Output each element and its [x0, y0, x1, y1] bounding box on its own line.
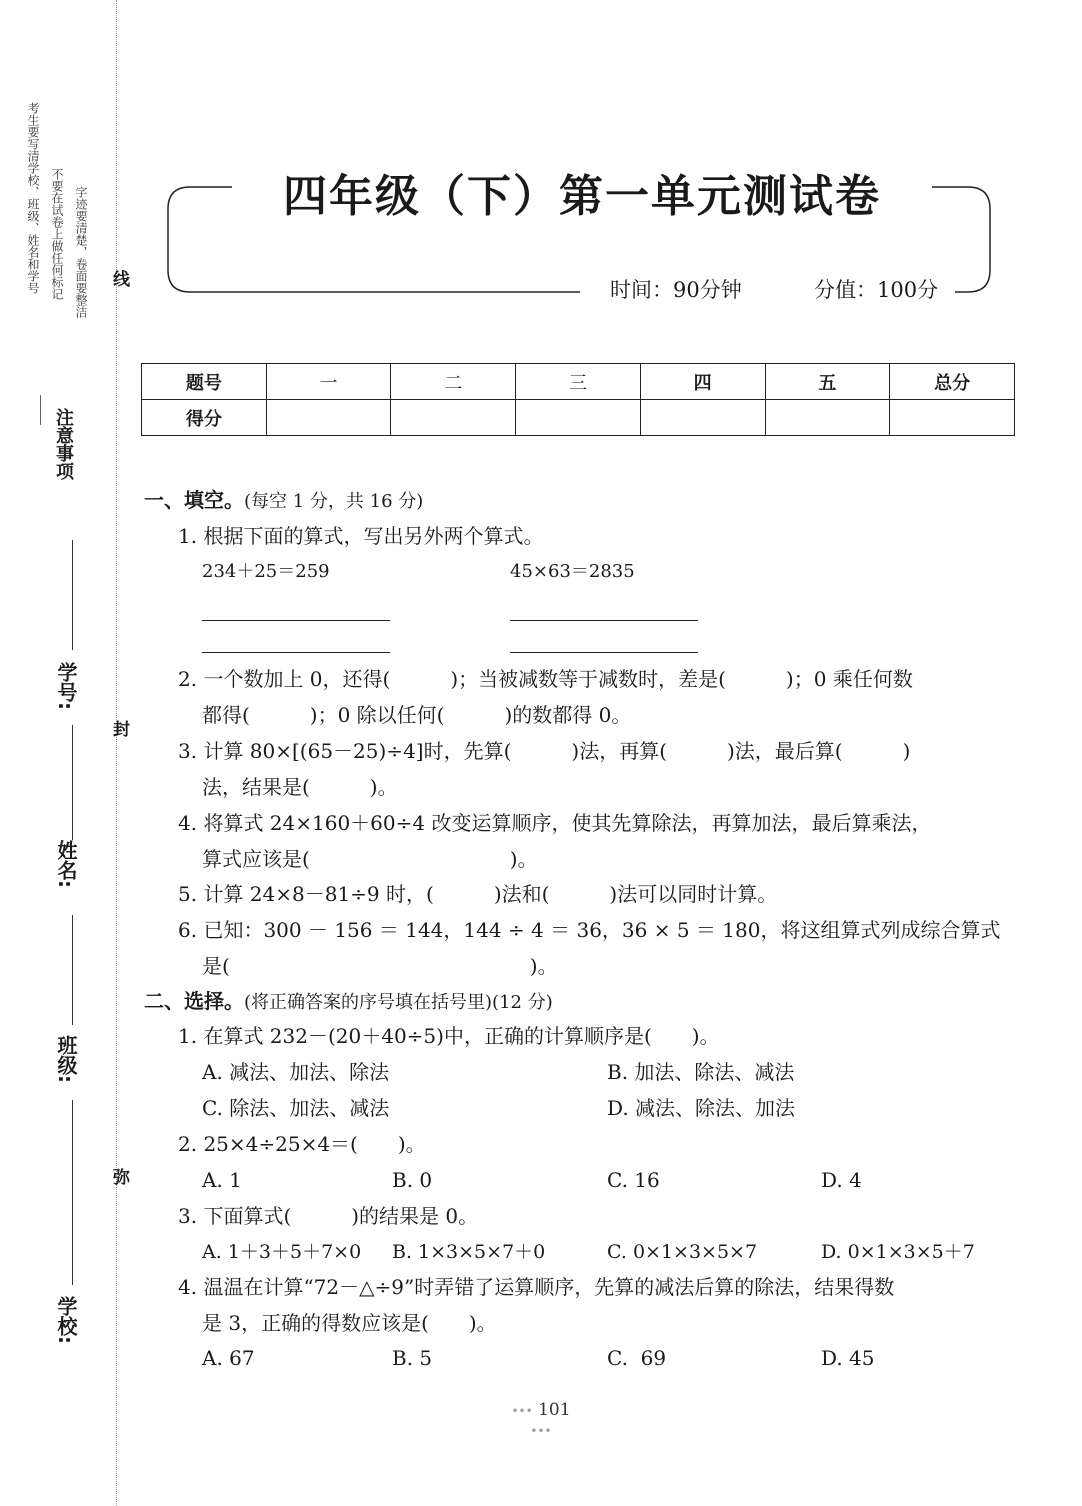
table-cell: 四: [640, 364, 765, 400]
table-cell: 得分: [142, 400, 267, 436]
page-number-value: 101: [538, 1400, 571, 1420]
section2-heading: 二、选择。: [144, 989, 244, 1013]
s2-q4-line2: 是 3，正确的得数应该是( )。: [202, 1311, 497, 1335]
field-label-school: 学校:: [54, 1296, 78, 1344]
section2-title: [144, 987, 553, 1017]
score-table-score-row: [142, 400, 1015, 436]
s1-q1-eq-a: 234＋25＝259: [202, 561, 330, 582]
s1-q4-line2: 算式应该是( )。: [202, 847, 538, 871]
note-bracket: [40, 395, 42, 425]
s2-q4-opt-a: A. 67: [202, 1346, 255, 1370]
s2-q2-opt-a: A. 1: [202, 1168, 242, 1192]
note-line-1: 考生要写清学校、班级、姓名和学号: [26, 102, 40, 294]
field-line-name: [72, 725, 73, 840]
s1-q2-line1: 2. 一个数加上 0，还得( )；当被减数等于减数时，差是( )；0 乘任何数: [178, 667, 913, 691]
section1-title: [144, 486, 423, 516]
s1-q6-line1: 6. 已知：300 － 156 ＝ 144，144 ÷ 4 ＝ 36，36 × 5 ＝ 180，将这组算式列成综合算式: [178, 918, 1001, 942]
score-cell[interactable]: [391, 400, 516, 436]
cut-word-line: 线: [109, 270, 129, 287]
s1-q3-line2: 法，结果是( )。: [202, 775, 398, 799]
s2-q4-opt-d: D. 45: [821, 1346, 875, 1370]
s1-q4-line1: 4. 将算式 24×160＋60÷4 改变运算顺序，使其先算除法，再算加法，最后算乘法，: [178, 811, 932, 835]
table-cell: 总分: [890, 364, 1015, 400]
s1-q3-line1: 3. 计算 80×[(65－25)÷4]时，先算( )法，再算( )法，最后算( ): [178, 739, 911, 763]
s1-q6-line2: 是( )。: [202, 954, 558, 978]
s1-q1: 1. 根据下面的算式，写出另外两个算式。: [178, 524, 544, 548]
answer-line[interactable]: [510, 652, 698, 653]
s2-q4-opt-b: B. 5: [392, 1346, 433, 1370]
note-line-3: 字迹要清楚，卷面要整洁: [74, 186, 88, 318]
score-cell[interactable]: [266, 400, 391, 436]
section1-note: (每空 1 分，共 16 分): [244, 491, 424, 512]
field-line-number: [72, 540, 73, 650]
s2-q2-opt-d: D. 4: [821, 1168, 862, 1192]
field-label-number: 学号:: [54, 662, 78, 710]
page-title: 四年级（下）第一单元测试卷: [232, 160, 932, 224]
note-line-2: 不要在试卷上做任何标记: [50, 168, 64, 300]
field-line-school: [72, 1100, 73, 1285]
dots-decoration: •••: [530, 1424, 552, 1438]
s2-q3-opt-d: D. 0×1×3×5＋7: [821, 1241, 975, 1263]
section2-note: (将正确答案的序号填在括号里)(12 分): [244, 992, 553, 1013]
answer-line[interactable]: [202, 652, 390, 653]
table-cell: 二: [391, 364, 516, 400]
s2-q2-opt-c: C. 16: [607, 1168, 660, 1192]
cut-word-close: 弥: [109, 1168, 129, 1185]
s2-q1: 1. 在算式 232－(20＋40÷5)中，正确的计算顺序是( )。: [178, 1024, 720, 1048]
score-cell[interactable]: [516, 400, 641, 436]
exam-time: 时间：90分钟: [604, 274, 748, 304]
s1-q2-line2: 都得( )；0 除以任何( )的数都得 0。: [202, 703, 632, 727]
score-cell[interactable]: [890, 400, 1015, 436]
cut-word-seal: 封: [109, 720, 129, 737]
field-label-name: 姓名:: [54, 840, 78, 888]
section1-heading: 一、填空。: [144, 488, 244, 512]
s2-q1-opt-b: B. 加法、除法、减法: [607, 1060, 795, 1084]
exam-score-value: 分值：100分: [808, 274, 944, 304]
s2-q3-opt-c: C. 0×1×3×5×7: [607, 1241, 758, 1263]
s1-q5: 5. 计算 24×8－81÷9 时，( )法和( )法可以同时计算。: [178, 882, 778, 906]
answer-line[interactable]: [202, 620, 390, 621]
page-number: [500, 1400, 582, 1440]
score-cell[interactable]: [765, 400, 890, 436]
binding-dotted-line: [116, 0, 117, 1506]
s2-q1-opt-a: A. 减法、加法、除法: [202, 1060, 390, 1084]
s2-q4-opt-c: C. 69: [607, 1346, 667, 1370]
s2-q3-opt-a: A. 1＋3＋5＋7×0: [202, 1241, 362, 1263]
table-cell: 三: [516, 364, 641, 400]
s2-q1-opt-d: D. 减法、除法、加法: [607, 1096, 796, 1120]
s2-q2: 2. 25×4÷25×4＝( )。: [178, 1132, 426, 1156]
s2-q2-opt-b: B. 0: [392, 1168, 433, 1192]
s1-q1-eq-b: 45×63＝2835: [510, 561, 635, 582]
table-cell: 一: [266, 364, 391, 400]
s2-q1-opt-c: C. 除法、加法、减法: [202, 1096, 390, 1120]
table-cell: 五: [765, 364, 890, 400]
dots-decoration: •••: [511, 1404, 533, 1418]
table-cell: 题号: [142, 364, 267, 400]
field-line-class: [72, 915, 73, 1025]
s2-q3-opt-b: B. 1×3×5×7＋0: [392, 1241, 546, 1263]
s2-q3: 3. 下面算式( )的结果是 0。: [178, 1204, 479, 1228]
answer-line[interactable]: [510, 620, 698, 621]
score-table: [141, 363, 1015, 436]
field-label-class: 班级:: [54, 1035, 78, 1083]
notes-title: 注意事项: [53, 408, 74, 480]
s2-q4-line1: 4. 温温在计算“72－△÷9”时弄错了运算顺序，先算的减法后算的除法，结果得数: [178, 1275, 895, 1299]
score-table-header-row: [142, 364, 1015, 400]
score-cell[interactable]: [640, 400, 765, 436]
